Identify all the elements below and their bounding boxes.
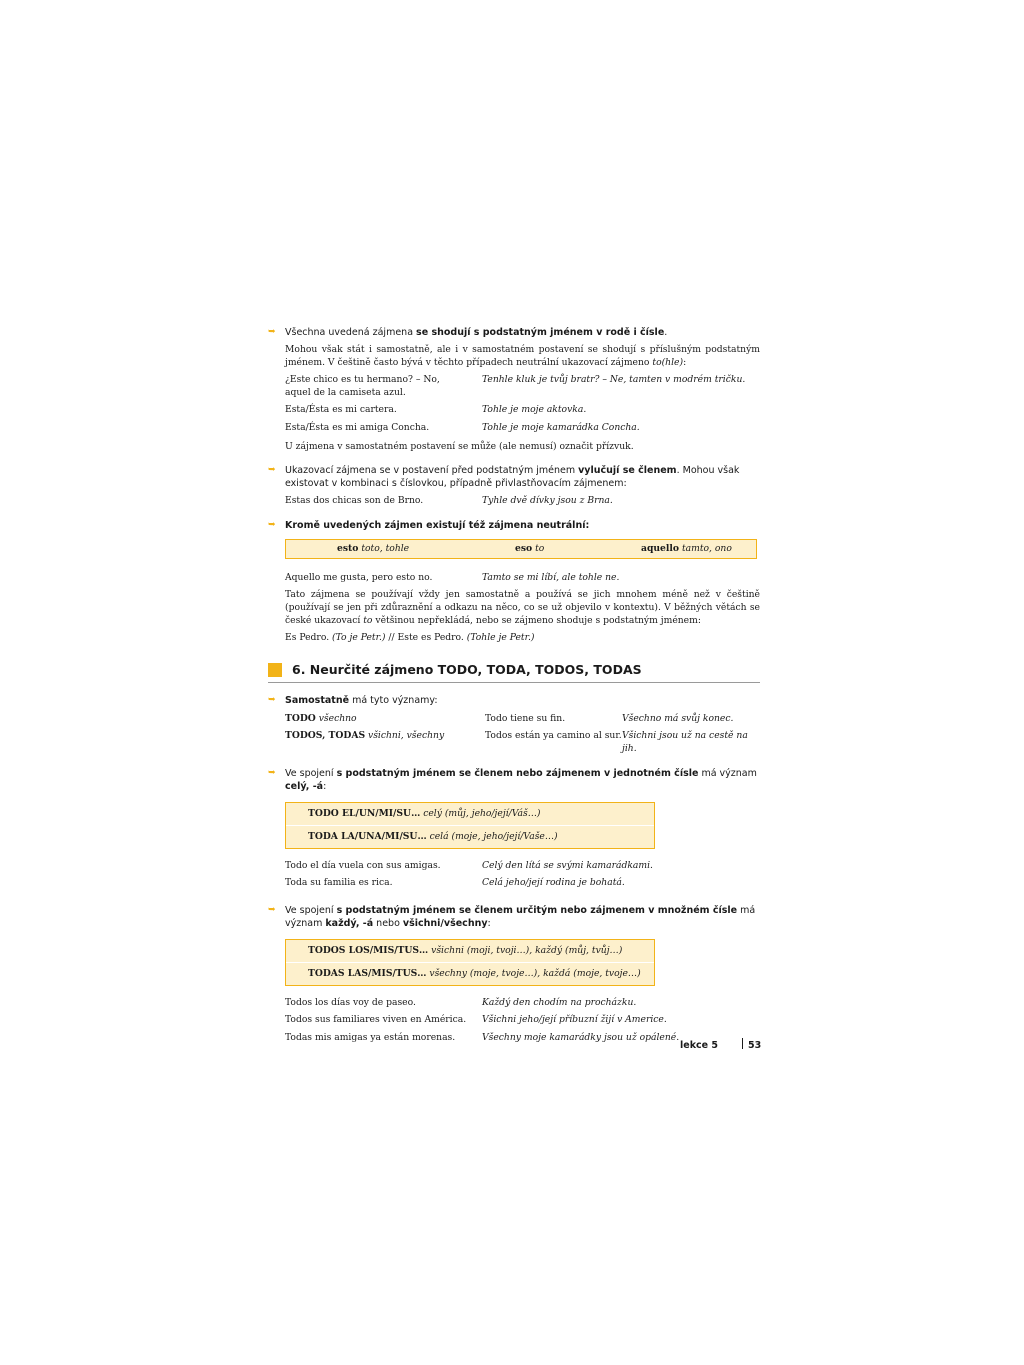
example-es: Todos están ya camino al sur. xyxy=(485,730,622,742)
neutral-pronouns-box xyxy=(285,539,757,559)
bullet-end: . Mohou však existovat v kombinaci s číslovkou, případně přivlastňovacím zájmenem: xyxy=(285,465,740,490)
box-meaning: celá (moje, jeho/její/Vaše…) xyxy=(429,830,558,842)
example-row xyxy=(268,374,760,399)
page-footer xyxy=(680,1038,761,1051)
example-cz: Všechno má svůj konec. xyxy=(622,712,734,724)
bullet-text: Všechna uvedená zájmena xyxy=(285,327,417,338)
box-form: TODAS LAS/MIS/TUS… xyxy=(308,967,427,979)
example-cz: Všichni jeho/její příbuzní žijí v Americe. xyxy=(482,1014,667,1026)
bullet-text: Ve spojení xyxy=(285,904,337,916)
example-es: Es Pedro. xyxy=(285,632,333,644)
singular-forms-box xyxy=(285,802,655,849)
example-cz: Všichni jsou už na cestě na jih. xyxy=(622,730,748,754)
paragraph-text: Tato zájmena se používají vždy jen samostatně a používá se jich mnohem méně než v češtině (používají se jen při zdůraznění a odkazu na něco, co se už objevilo v kontextu). V běžných větách se české ukazovací xyxy=(285,589,760,626)
bullet-bold: celý, -á xyxy=(285,780,324,792)
page-number: 53 xyxy=(748,1040,762,1051)
neutral-cz: to xyxy=(535,543,545,555)
bullet-bold: všichni/všechny xyxy=(402,917,488,929)
neutral-es: esto xyxy=(337,543,359,555)
example-es: Esta/Ésta es mi amiga Concha. xyxy=(285,421,430,433)
example-row xyxy=(268,730,760,755)
example-term xyxy=(285,730,485,755)
bullet-end: : xyxy=(323,780,327,792)
box-form: TODO EL/UN/MI/SU… xyxy=(308,807,421,819)
bullet-bold: vylučují se členem xyxy=(578,465,677,477)
paragraph-italic: to xyxy=(363,614,373,626)
paragraph-standalone xyxy=(268,344,760,369)
example-es: Todo el día vuela con sus amigas. xyxy=(285,859,441,871)
example-cz: Tohle je moje kamarádka Concha. xyxy=(482,421,640,433)
example-row xyxy=(268,495,760,508)
bullet-bold: Kromě uvedených zájmen existují též zájmena neutrální: xyxy=(285,519,590,531)
bullet-text: má význam xyxy=(285,904,756,929)
example-cz: Celý den lítá se svými kamarádkami. xyxy=(482,859,653,871)
example-row xyxy=(268,877,760,890)
paragraph-italic: to(hle) xyxy=(652,356,684,368)
paragraph-text: Mohou však stát i samostatně, ale i v samostatném postavení se shodují s příslušným podstatným jménem. V češtině často bývá v těchto případech neutrální ukazovací zájmeno xyxy=(285,344,760,368)
box-line xyxy=(286,825,654,848)
bullet-text: má význam xyxy=(698,767,757,779)
section-heading xyxy=(268,661,760,683)
box-meaning: všichni (moji, tvoji…), každý (můj, tvůj…) xyxy=(431,944,623,956)
bullet-end: . xyxy=(664,327,668,338)
paragraph-end: : xyxy=(683,356,687,368)
neutral-item xyxy=(337,543,515,554)
example-es: Estas dos chicas son de Brno. xyxy=(285,495,424,507)
example-es: Todos los días voy de paseo. xyxy=(285,996,416,1008)
bullet-text: nebo xyxy=(373,917,403,929)
example-es: Todas mis amigas ya están morenas. xyxy=(285,1031,456,1043)
bullet-text: Ve spojení xyxy=(285,767,337,779)
example-es: Toda su familia es rica. xyxy=(285,877,393,889)
example-es: // Este es Pedro. xyxy=(385,632,467,644)
example-cz: Každý den chodím na procházku. xyxy=(482,996,637,1008)
example-cz: (To je Petr.) xyxy=(332,632,386,644)
paragraph-text: většinou nepřekládá, nebo se zájmeno shoduje s podstatným jménem: xyxy=(372,614,701,626)
section-title: 6. Neurčité zájmeno TODO, TODA, TODOS, TODAS xyxy=(292,662,642,678)
arrow-bullet-icon: ➥ xyxy=(268,519,276,530)
example-cz: Tyhle dvě dívky jsou z Brna. xyxy=(482,495,613,507)
example-term xyxy=(285,713,485,726)
example-row xyxy=(268,1014,760,1027)
bullet-bold: se shodují s podstatným jménem v rodě i čísle xyxy=(416,327,665,338)
paragraph-usage xyxy=(268,589,760,627)
neutral-cz: tamto, ono xyxy=(681,543,732,555)
neutral-es: aquello xyxy=(641,543,680,555)
box-form: TODOS LOS/MIS/TUS… xyxy=(308,944,429,956)
example-cz: Tohle je moje aktovka. xyxy=(482,404,587,416)
neutral-item xyxy=(641,543,732,554)
example-row xyxy=(268,713,760,726)
box-line xyxy=(286,962,654,985)
example-row xyxy=(268,860,760,873)
bullet-standalone xyxy=(268,694,760,707)
bullet-agreement xyxy=(268,326,760,339)
bullet-neutral xyxy=(268,519,760,532)
paragraph-accent: U zájmena v samostatném postavení se může (ale nemusí) označit přízvuk. xyxy=(285,440,634,452)
example-row xyxy=(268,572,760,585)
neutral-es: eso xyxy=(515,543,533,555)
arrow-bullet-icon: ➥ xyxy=(268,465,276,476)
plural-forms-box xyxy=(285,939,655,986)
page-content xyxy=(268,326,760,1044)
lesson-label: lekce 5 xyxy=(680,1040,719,1051)
example-cz: Všechny moje kamarádky jsou už opálené. xyxy=(482,1031,680,1043)
arrow-bullet-icon: ➥ xyxy=(268,904,276,915)
example-cz: (Tohle je Petr.) xyxy=(466,632,535,644)
bullet-bold: každý, -á xyxy=(325,917,374,929)
section-square-icon xyxy=(268,663,282,677)
paragraph-example xyxy=(268,632,760,645)
bullet-text: má tyto významy: xyxy=(349,694,438,706)
arrow-bullet-icon: ➥ xyxy=(268,327,276,337)
bullet-singular xyxy=(268,767,760,793)
box-meaning: celý (můj, jeho/její/Váš…) xyxy=(423,807,541,819)
example-row xyxy=(268,422,760,435)
bullet-bold: s podstatným jménem se členem nebo zájmenem v jednotném čísle xyxy=(336,767,699,779)
example-row xyxy=(268,404,760,417)
example-cz: Tenhle kluk je tvůj bratr? – Ne, tamten v modrém tričku. xyxy=(482,374,746,386)
bullet-end: : xyxy=(487,917,491,929)
example-es: Todos sus familiares viven en América. xyxy=(285,1014,467,1026)
bullet-article xyxy=(268,464,760,490)
neutral-item xyxy=(515,543,641,554)
box-line xyxy=(286,940,654,962)
box-line xyxy=(286,803,654,825)
example-es: Aquello me gusta, pero esto no. xyxy=(285,571,433,583)
footer-divider xyxy=(742,1038,743,1049)
bullet-bold: Samostatně xyxy=(285,694,350,706)
neutral-cz: toto, tohle xyxy=(361,543,410,555)
bullet-bold: s podstatným jménem se členem určitým nebo zájmenem v množném čísle xyxy=(336,904,738,916)
example-row xyxy=(268,997,760,1010)
bullet-plural xyxy=(268,904,760,930)
box-form: TODA LA/UNA/MI/SU… xyxy=(308,830,427,842)
term-bold: TODOS, TODAS xyxy=(285,730,366,742)
example-cz: Tamto se mi líbí, ale tohle ne. xyxy=(482,571,620,583)
term-meaning: všechno xyxy=(318,712,357,724)
bullet-text: Ukazovací zájmena se v postavení před podstatným jménem xyxy=(285,465,579,477)
term-meaning: všichni, všechny xyxy=(368,730,445,742)
box-meaning: všechny (moje, tvoje…), každá (moje, tvoje…) xyxy=(429,967,641,979)
example-cz: Celá jeho/její rodina je bohatá. xyxy=(482,877,625,889)
term-bold: TODO xyxy=(285,712,316,724)
arrow-bullet-icon: ➥ xyxy=(268,694,276,705)
example-es: ¿Este chico es tu hermano? – No, aquel de la camiseta azul. xyxy=(285,374,440,398)
example-es: Todo tiene su fin. xyxy=(485,712,566,724)
example-es: Esta/Ésta es mi cartera. xyxy=(285,404,397,416)
arrow-bullet-icon: ➥ xyxy=(268,767,276,778)
